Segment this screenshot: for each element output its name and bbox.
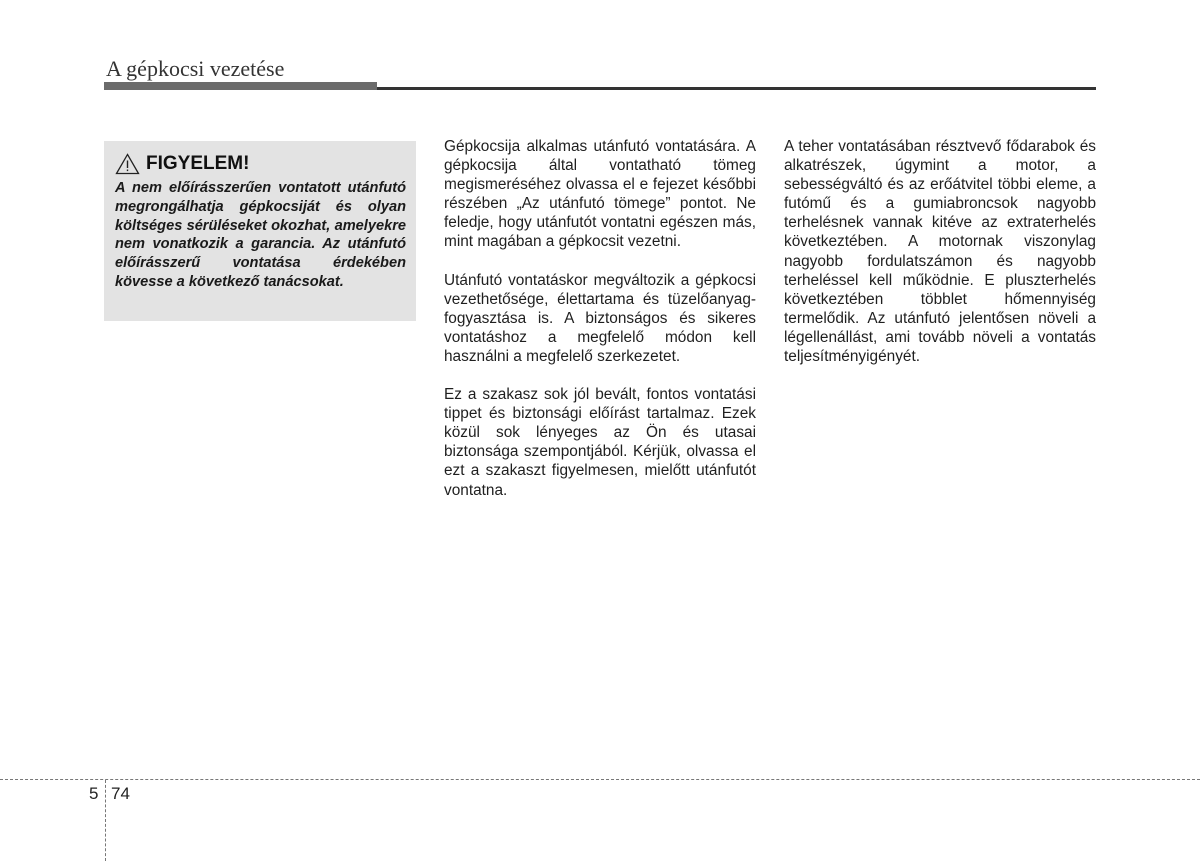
paragraph: Ez a szakasz sok jól bevált, fontos vontatási tippet és biztonsági előírást tartalmaz. Ezek közül sok lényeges az Ön és utasai biztonsága szempontjából. Kérjük, olvassa el ezt a szakaszt figyelmesen, mielőtt utánfutót vontatna.	[444, 386, 756, 499]
header-rule	[377, 87, 1096, 90]
header-rule-accent	[104, 82, 377, 90]
footer-divider	[105, 780, 106, 861]
paragraph: Utánfutó vontatáskor megváltozik a gépkocsi vezethetősége, élettartama és tüzelőanyag-fogyasztása is. A biztonságos és sikeres vontatáshoz a megfelelő módon kell használni a megfelelő szerkezetet.	[444, 271, 756, 365]
footer-rule	[0, 779, 1200, 780]
warning-box	[104, 141, 416, 321]
page-header-title: A gépkocsi vezetése	[106, 56, 285, 81]
warning-triangle-icon	[115, 153, 140, 175]
warning-title: FIGYELEM!	[146, 153, 250, 174]
warning-heading	[115, 151, 406, 177]
paragraph: A teher vontatásában résztvevő fődarabok és alkatrészek, úgymint a motor, a sebességváltó és az erőátvitel többi eleme, a futómű és a gumiabroncsok nagyobb terhelésnek vannak kitéve az extraterhelés következtében. A motornak viszonylag nagyobb fordulatszámon és nagyobb terheléssel kell működnie. E pluszterhelés következtében többlet hőmennyiség termelődik. Az utánfutó jelentősen növeli a légellenállást, ami tovább növeli a vontatás teljesítményigényét.	[784, 138, 1096, 366]
warning-text: A nem előírásszerűen vontatott utánfutó megrongálhatja gépkocsiját és olyan költséges sérüléseket okozhat, amelyekre nem vonatkozik a garancia. Az utánfutó előírásszerű vontatása érdekében kövesse a következő tanácsokat.	[115, 180, 406, 290]
middle-column	[444, 137, 756, 519]
page-number: 74	[111, 784, 130, 803]
chapter-number: 5	[89, 784, 99, 803]
paragraph: Gépkocsija alkalmas utánfutó vontatására. A gépkocsija által vontatható tömeg megismeréséhez olvassa el e fejezet későbbi részében „Az utánfutó tömege” pontot. Ne feledje, hogy utánfutót vontatni egészen más, mint magában a gépkocsit vezetni.	[444, 138, 756, 251]
right-column	[784, 137, 1096, 385]
